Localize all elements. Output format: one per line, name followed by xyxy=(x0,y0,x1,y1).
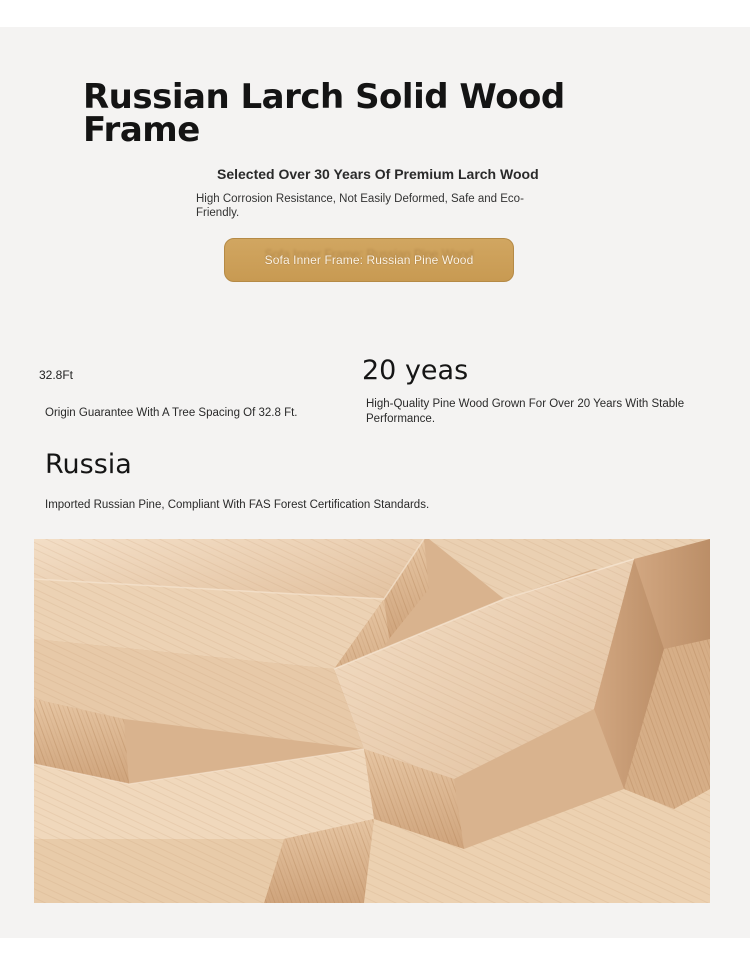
growth-years-value: 20 yeas xyxy=(362,355,469,386)
wood-blocks-photo xyxy=(34,539,710,903)
tree-spacing-value: 32.8Ft xyxy=(39,368,74,382)
page-title: Russian Larch Solid Wood Frame xyxy=(83,77,565,150)
frame-material-badge xyxy=(224,238,514,282)
frame-material-label: Sofa Inner Frame: Russian Pine Wood xyxy=(264,253,474,267)
origin-text: Imported Russian Pine, Compliant With FAS Forest Certification Standards. xyxy=(45,499,430,511)
tree-spacing-text: Origin Guarantee With A Tree Spacing Of 32.8 Ft. xyxy=(45,407,298,419)
subtitle: Selected Over 30 Years Of Premium Larch Wood xyxy=(217,166,539,182)
origin-value: Russia xyxy=(45,449,132,480)
growth-years-text: High-Quality Pine Wood Grown For Over 20 Years With Stable Performance. xyxy=(366,398,685,425)
description: High Corrosion Resistance, Not Easily Deformed, Safe and Eco-Friendly. xyxy=(196,193,524,219)
